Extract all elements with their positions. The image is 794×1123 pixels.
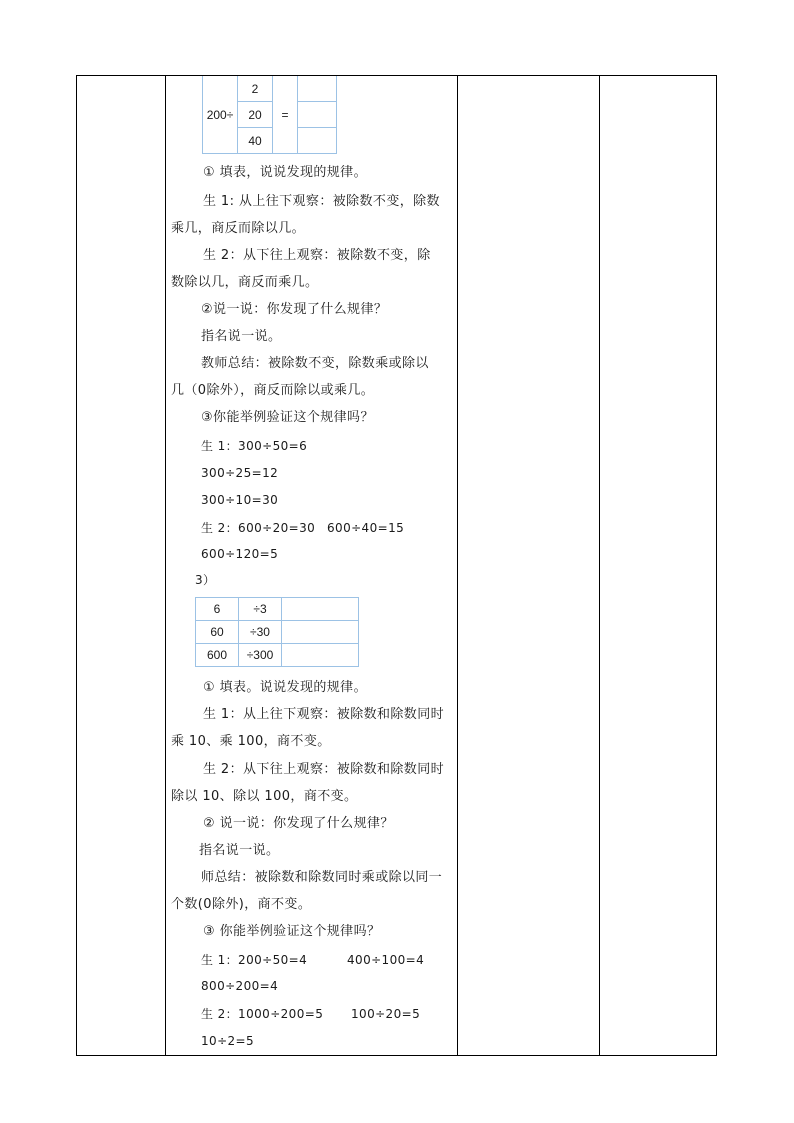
student-2-line-2: 除以 10、除以 100，商不变。 [171,789,358,804]
division-table-2 [195,597,359,667]
student-1-line-1: 生 1: 从上往下观察：被除数不变，除数 [203,194,440,209]
example-line: 800÷200=4 [201,979,279,993]
equals-cell: = [273,76,298,154]
teacher-summary-line-2: 几（0除外），商反而除以或乘几。 [171,383,375,398]
student-2-line-1: 生 2：从下往上观察：被除数和除数同时 [203,762,445,777]
answer-cell [282,598,359,621]
answer-cell [282,644,359,667]
call-students-text: 指名说一说。 [199,843,280,858]
teacher-summary-line-1: 师总结：被除数和除数同时乘或除以同一 [201,870,443,885]
divisor-cell: 40 [238,128,273,154]
example-line: 生 2：1000÷200=5 [201,1007,324,1021]
example-line: 300÷10=30 [201,493,279,507]
dividend-cell: 200÷ [203,76,238,154]
student-1-line-2: 乘几，商反而除以几。 [171,221,306,236]
example-line: 300÷25=12 [201,466,279,480]
step-2-text: ②说一说：你发现了什么规律？ [201,302,388,317]
teacher-summary-line-2: 个数(0除外)，商不变。 [171,897,312,912]
division-table-1 [202,76,337,154]
example-line: 生 1：200÷50=4 [201,953,308,967]
divisor-cell: 20 [238,102,273,128]
teacher-summary-line-1: 教师总结：被除数不变，除数乘或除以 [201,356,429,371]
column-divider [457,76,458,1055]
dividend-cell: 600 [196,644,239,667]
dividend-cell: 6 [196,598,239,621]
column-divider [599,76,600,1055]
lesson-table [76,75,717,1056]
divisor-cell: 2 [238,76,273,102]
dividend-cell: 60 [196,621,239,644]
call-students-text: 指名说一说。 [201,329,282,344]
section-3-label: 3） [195,573,216,587]
divisor-cell: ÷3 [239,598,282,621]
answer-cell [282,621,359,644]
student-1-line-2: 乘 10、乘 100，商不变。 [171,734,331,749]
student-1-line-1: 生 1：从上往下观察：被除数和除数同时 [203,707,445,722]
teaching-process-cell [165,76,457,1055]
example-line: 10÷2=5 [201,1034,255,1048]
divisor-cell: ÷30 [239,621,282,644]
answer-cell [298,102,337,128]
step-3-text: ③ 你能举例验证这个规律吗？ [203,924,381,939]
example-line: 生 1：300÷50=6 [201,439,308,453]
example-line: 400÷100=4 [347,953,425,967]
student-2-line-2: 数除以几，商反而乘几。 [171,275,319,290]
answer-cell [298,76,337,102]
step-2-text: ② 说一说：你发现了什么规律？ [203,816,394,831]
answer-cell [298,128,337,154]
example-line: 100÷20=5 [351,1007,421,1021]
step-1-text: ① 填表。说说发现的规律。 [203,680,367,695]
step-1-text: ① 填表，说说发现的规律。 [203,165,367,180]
divisor-cell: ÷300 [239,644,282,667]
example-line: 600÷120=5 [201,547,279,561]
student-2-line-1: 生 2：从下往上观察：被除数不变，除 [203,248,431,263]
example-line: 600÷40=15 [327,521,405,535]
example-line: 生 2：600÷20=30 [201,521,316,535]
step-3-text: ③你能举例验证这个规律吗？ [201,410,374,425]
